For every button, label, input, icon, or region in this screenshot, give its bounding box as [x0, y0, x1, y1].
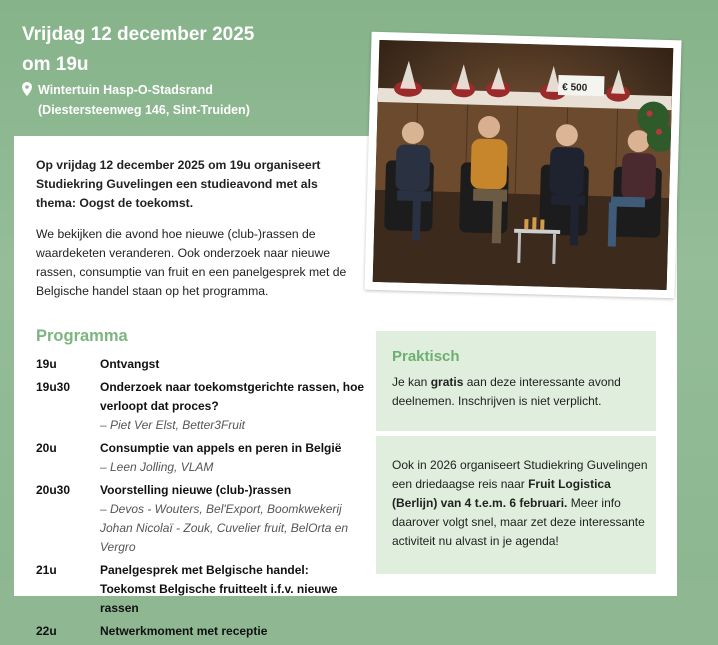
praktisch-text-bold: gratis: [430, 375, 464, 389]
ook-text-post: Meer info daarover volgt snel, maar zet deze interessante activiteit nu alvast in je agenda!: [392, 496, 645, 548]
program-title: Netwerkmoment met receptie: [100, 624, 268, 638]
location-venue: Wintertuin Hasp-O-Stadsrand: [38, 83, 213, 97]
list-item: [36, 481, 366, 557]
event-date: Vrijdag 12 december 2025: [22, 24, 255, 45]
praktisch-text-post: aan deze interessante avond deelnemen. Inschrijven is niet verplicht.: [392, 375, 621, 408]
intro-paragraph-2: We bekijken die avond hoe nieuwe (club-)rassen de waardeketen veranderen. Ook onderzoek naar nieuwe rassen, consumptie van fruit en een panelgesprek met de Belgische handel staan op het programma.: [36, 227, 347, 298]
intro-paragraph-1: Op vrijdag 12 december 2025 om 19u organiseert Studiekring Guvelingen een studieavond met als thema: Oogst de toekomst.: [36, 158, 321, 210]
program-time: 22u: [36, 624, 57, 638]
list-item: [36, 439, 366, 477]
panel-discussion-image: [373, 40, 674, 290]
intro-text: [36, 156, 356, 313]
praktisch-title: Praktisch: [392, 348, 460, 365]
list-item: [36, 378, 366, 435]
program-title: Panelgesprek met Belgische handel: Toekomst Belgische fruitteelt i.f.v. nieuwe rassen: [100, 563, 338, 615]
praktisch-text: [392, 373, 647, 411]
event-location: [22, 80, 250, 120]
fruit-logistica-text: [392, 456, 652, 551]
event-time: om 19u: [22, 54, 89, 75]
list-item: [36, 622, 366, 641]
event-photo: [364, 32, 681, 299]
list-item: [36, 561, 366, 618]
ook-text-pre: Ook in 2026 organiseert Studiekring Guvelingen een driedaagse reis naar: [392, 458, 648, 491]
program-time: 21u: [36, 563, 57, 577]
program-speaker: – Devos - Wouters, Bel'Export, Boomkwekerij Johan Nicolaï - Zouk, Cuvelier fruit, BelOrta en Vergro: [100, 502, 349, 554]
program-time: 19u30: [36, 380, 71, 394]
program-speaker: – Leen Jolling, VLAM: [100, 460, 214, 474]
program-title: Voorstelling nieuwe (club-)rassen: [100, 483, 292, 497]
program-time: 20u30: [36, 483, 71, 497]
cheque-amount: € 500: [562, 82, 588, 94]
program-time: 20u: [36, 441, 57, 455]
fruit-logistica-box: [376, 436, 656, 574]
programma-title: Programma: [36, 327, 128, 345]
ook-text-bold: Fruit Logistica (Berlijn) van 4 t.e.m. 6 februari.: [392, 477, 611, 510]
program-speaker: – Piet Ver Elst, Better3Fruit: [100, 418, 245, 432]
list-item: [36, 355, 366, 374]
programma-list: [36, 355, 366, 645]
event-header: [22, 22, 254, 78]
program-title: Ontvangst: [100, 357, 160, 371]
program-title: Onderzoek naar toekomstgerichte rassen, hoe verloopt dat proces?: [100, 380, 365, 413]
program-time: 19u: [36, 357, 57, 371]
program-title: Consumptie van appels en peren in België: [100, 441, 342, 455]
praktisch-box: [376, 331, 656, 431]
praktisch-text-pre: Je kan: [392, 375, 431, 389]
location-address: (Diestersteenweg 146, Sint-Truiden): [38, 103, 250, 117]
location-pin-icon: [22, 82, 32, 96]
